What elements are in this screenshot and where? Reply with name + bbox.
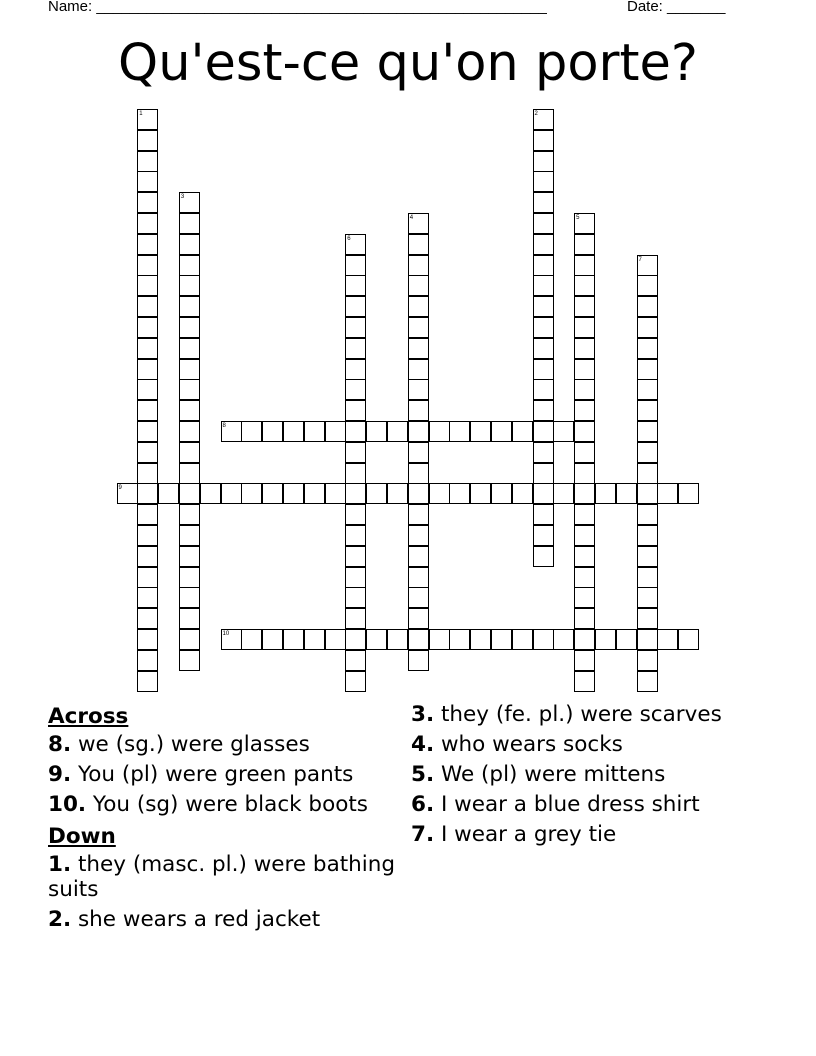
grid-cell[interactable]	[637, 650, 658, 671]
grid-cell[interactable]	[137, 338, 158, 359]
grid-cell[interactable]	[179, 546, 200, 567]
grid-cell[interactable]	[574, 421, 595, 442]
grid-cell[interactable]	[345, 421, 366, 442]
grid-cell[interactable]	[533, 442, 554, 463]
grid-cell[interactable]	[221, 483, 242, 504]
grid-cell[interactable]	[345, 359, 366, 380]
grid-cell[interactable]	[574, 629, 595, 650]
grid-cell[interactable]	[179, 359, 200, 380]
grid-cell[interactable]	[533, 504, 554, 525]
grid-cell[interactable]	[574, 213, 595, 234]
puzzle-title: Qu'est-ce qu'on porte?	[118, 34, 698, 93]
grid-cell[interactable]	[179, 504, 200, 525]
grid-cell[interactable]	[283, 629, 304, 650]
grid-cell[interactable]	[533, 109, 554, 130]
grid-cell[interactable]	[616, 629, 637, 650]
grid-cell[interactable]	[137, 151, 158, 172]
grid-cell[interactable]	[345, 379, 366, 400]
grid-cell[interactable]	[408, 608, 429, 629]
grid-cell[interactable]	[387, 483, 408, 504]
grid-cell[interactable]	[512, 421, 533, 442]
grid-cell[interactable]	[366, 483, 387, 504]
grid-cell[interactable]	[408, 296, 429, 317]
grid-cell[interactable]	[262, 483, 283, 504]
grid-cell[interactable]	[533, 255, 554, 276]
grid-cell[interactable]	[345, 463, 366, 484]
grid-cell[interactable]	[345, 525, 366, 546]
clue-down-1: 1. they (masc. pl.) were bathing suits	[48, 852, 396, 902]
across-heading: Across	[48, 704, 129, 729]
grid-cell[interactable]	[637, 629, 658, 650]
grid-cell[interactable]	[179, 421, 200, 442]
date-field[interactable]: Date: _______	[627, 0, 726, 15]
grid-cell[interactable]	[179, 629, 200, 650]
clue-down-2: 2. she wears a red jacket	[48, 907, 321, 932]
grid-cell[interactable]	[574, 650, 595, 671]
grid-cell[interactable]	[533, 483, 554, 504]
grid-cell[interactable]	[137, 567, 158, 588]
grid-cell[interactable]	[387, 421, 408, 442]
grid-cell[interactable]	[595, 629, 616, 650]
grid-cell[interactable]	[595, 483, 616, 504]
clue-number: 10	[222, 631, 230, 637]
grid-cell[interactable]	[345, 629, 366, 650]
grid-cell[interactable]	[408, 650, 429, 671]
grid-cell[interactable]	[304, 483, 325, 504]
grid-cell[interactable]	[179, 296, 200, 317]
grid-cell[interactable]	[533, 359, 554, 380]
grid-cell[interactable]	[179, 275, 200, 296]
clue-number: 8	[222, 423, 226, 429]
grid-cell[interactable]	[137, 463, 158, 484]
grid-cell[interactable]	[637, 442, 658, 463]
grid-cell[interactable]	[179, 483, 200, 504]
grid-cell[interactable]	[366, 421, 387, 442]
grid-cell[interactable]	[325, 421, 346, 442]
grid-cell[interactable]	[553, 483, 574, 504]
grid-cell[interactable]	[179, 379, 200, 400]
grid-cell[interactable]	[283, 483, 304, 504]
grid-cell[interactable]	[179, 192, 200, 213]
grid-cell[interactable]	[345, 275, 366, 296]
grid-cell[interactable]	[408, 379, 429, 400]
grid-cell[interactable]	[179, 400, 200, 421]
name-field[interactable]: Name: ______________________________________________________	[48, 0, 547, 15]
grid-cell[interactable]	[304, 421, 325, 442]
grid-cell[interactable]	[408, 567, 429, 588]
grid-cell[interactable]	[179, 255, 200, 276]
grid-cell[interactable]	[491, 483, 512, 504]
grid-cell[interactable]	[345, 504, 366, 525]
grid-cell[interactable]	[179, 650, 200, 671]
grid-cell[interactable]	[637, 525, 658, 546]
grid-cell[interactable]	[637, 504, 658, 525]
grid-cell[interactable]	[408, 317, 429, 338]
grid-cell[interactable]	[345, 650, 366, 671]
grid-cell[interactable]	[137, 192, 158, 213]
grid-cell[interactable]	[449, 483, 470, 504]
grid-cell[interactable]	[574, 234, 595, 255]
grid-cell[interactable]	[533, 296, 554, 317]
grid-cell[interactable]	[553, 421, 574, 442]
grid-cell[interactable]	[137, 650, 158, 671]
grid-cell[interactable]	[533, 338, 554, 359]
grid-cell[interactable]	[179, 442, 200, 463]
grid-cell[interactable]	[200, 483, 221, 504]
grid-cell[interactable]	[637, 359, 658, 380]
clue-number: 9	[118, 485, 122, 492]
grid-cell[interactable]	[637, 255, 658, 276]
grid-cell[interactable]	[408, 463, 429, 484]
grid-cell[interactable]	[137, 359, 158, 380]
grid-cell[interactable]	[366, 629, 387, 650]
grid-cell[interactable]	[637, 317, 658, 338]
grid-cell[interactable]	[616, 483, 637, 504]
grid-cell[interactable]	[387, 629, 408, 650]
grid-cell[interactable]	[491, 629, 512, 650]
grid-cell[interactable]	[574, 525, 595, 546]
grid-cell[interactable]	[408, 338, 429, 359]
clue-down-7: 7. I wear a grey tie	[411, 822, 617, 847]
grid-cell[interactable]	[533, 546, 554, 567]
grid-cell[interactable]	[345, 338, 366, 359]
grid-cell[interactable]	[574, 338, 595, 359]
grid-cell[interactable]	[574, 275, 595, 296]
grid-cell[interactable]	[179, 608, 200, 629]
grid-cell[interactable]	[345, 608, 366, 629]
clue-down-5: 5. We (pl) were mittens	[411, 762, 666, 787]
grid-cell[interactable]	[345, 400, 366, 421]
grid-cell[interactable]	[241, 483, 262, 504]
grid-cell[interactable]	[408, 525, 429, 546]
grid-cell[interactable]	[137, 379, 158, 400]
grid-cell[interactable]	[637, 546, 658, 567]
grid-cell[interactable]	[345, 442, 366, 463]
grid-cell[interactable]	[408, 421, 429, 442]
grid-cell[interactable]	[137, 546, 158, 567]
clue-down-3: 3. they (fe. pl.) were scarves	[411, 702, 722, 727]
grid-cell[interactable]	[408, 275, 429, 296]
grid-cell[interactable]	[512, 483, 533, 504]
grid-cell[interactable]	[137, 421, 158, 442]
grid-cell[interactable]	[574, 546, 595, 567]
grid-cell[interactable]	[637, 671, 658, 692]
grid-cell[interactable]	[345, 587, 366, 608]
grid-cell[interactable]	[137, 629, 158, 650]
grid-cell[interactable]	[533, 525, 554, 546]
down-heading: Down	[48, 824, 116, 849]
grid-cell[interactable]	[574, 255, 595, 276]
grid-cell[interactable]	[179, 567, 200, 588]
clues-left-column	[48, 702, 403, 937]
grid-cell[interactable]	[637, 338, 658, 359]
grid-cell[interactable]	[262, 629, 283, 650]
grid-cell[interactable]	[179, 213, 200, 234]
clue-across-9: 9. You (pl) were green pants	[48, 762, 354, 787]
grid-cell[interactable]	[137, 213, 158, 234]
grid-cell[interactable]	[574, 587, 595, 608]
grid-cell[interactable]	[533, 421, 554, 442]
grid-cell[interactable]	[179, 338, 200, 359]
grid-cell[interactable]	[533, 130, 554, 151]
grid-cell[interactable]	[429, 483, 450, 504]
grid-cell[interactable]	[449, 421, 470, 442]
grid-cell[interactable]	[574, 504, 595, 525]
clue-number: 5	[576, 215, 580, 221]
grid-cell[interactable]	[345, 483, 366, 504]
grid-cell[interactable]	[657, 629, 678, 650]
grid-cell[interactable]	[533, 234, 554, 255]
grid-cell[interactable]	[470, 629, 491, 650]
clue-number: 4	[409, 215, 414, 221]
clue-number: 6	[347, 235, 351, 242]
grid-cell[interactable]	[325, 629, 346, 650]
grid-cell[interactable]	[408, 587, 429, 608]
grid-cell[interactable]	[241, 629, 262, 650]
grid-cell[interactable]	[678, 629, 699, 650]
grid-cell[interactable]	[221, 629, 242, 650]
grid-cell[interactable]	[137, 442, 158, 463]
grid-cell[interactable]	[325, 483, 346, 504]
grid-cell[interactable]	[574, 400, 595, 421]
grid-cell[interactable]	[345, 567, 366, 588]
grid-cell[interactable]	[429, 629, 450, 650]
grid-cell[interactable]	[137, 587, 158, 608]
grid-cell[interactable]	[678, 483, 699, 504]
grid-cell[interactable]	[158, 483, 179, 504]
grid-cell[interactable]	[408, 546, 429, 567]
grid-cell[interactable]	[408, 400, 429, 421]
grid-cell[interactable]	[137, 275, 158, 296]
grid-cell[interactable]	[408, 234, 429, 255]
grid-cell[interactable]	[449, 629, 470, 650]
grid-cell[interactable]	[533, 379, 554, 400]
grid-cell[interactable]	[408, 504, 429, 525]
grid-cell[interactable]	[512, 629, 533, 650]
grid-cell[interactable]	[470, 483, 491, 504]
grid-cell[interactable]	[491, 421, 512, 442]
clue-across-10: 10. You (sg) were black boots	[48, 792, 369, 817]
grid-cell[interactable]	[345, 546, 366, 567]
grid-cell[interactable]	[283, 421, 304, 442]
clue-number: 2	[534, 111, 538, 117]
grid-cell[interactable]	[137, 525, 158, 546]
grid-cell[interactable]	[408, 359, 429, 380]
grid-cell[interactable]	[137, 504, 158, 525]
grid-cell[interactable]	[137, 296, 158, 317]
grid-cell[interactable]	[345, 296, 366, 317]
grid-cell[interactable]	[637, 275, 658, 296]
grid-cell[interactable]	[137, 608, 158, 629]
grid-cell[interactable]	[533, 317, 554, 338]
grid-cell[interactable]	[345, 255, 366, 276]
grid-cell[interactable]	[137, 109, 158, 130]
grid-cell[interactable]	[137, 317, 158, 338]
grid-cell[interactable]	[221, 421, 242, 442]
clue-number: 7	[638, 256, 642, 263]
grid-cell[interactable]	[637, 608, 658, 629]
grid-cell[interactable]	[574, 296, 595, 317]
grid-cell[interactable]	[637, 379, 658, 400]
grid-cell[interactable]	[657, 483, 678, 504]
grid-cell[interactable]	[408, 629, 429, 650]
grid-cell[interactable]	[470, 421, 491, 442]
grid-cell[interactable]	[179, 525, 200, 546]
grid-cell[interactable]	[637, 483, 658, 504]
grid-cell[interactable]	[137, 234, 158, 255]
grid-cell[interactable]	[345, 671, 366, 692]
clue-number: 3	[180, 194, 185, 201]
grid-cell[interactable]	[637, 296, 658, 317]
grid-cell[interactable]	[574, 567, 595, 588]
grid-cell[interactable]	[637, 587, 658, 608]
clues-right-column	[411, 702, 741, 852]
grid-cell[interactable]	[117, 483, 138, 504]
grid-cell[interactable]	[179, 317, 200, 338]
grid-cell[interactable]	[137, 130, 158, 151]
grid-cell[interactable]	[533, 213, 554, 234]
grid-cell[interactable]	[345, 317, 366, 338]
grid-cell[interactable]	[533, 151, 554, 172]
grid-cell[interactable]	[137, 255, 158, 276]
grid-cell[interactable]	[574, 442, 595, 463]
grid-cell[interactable]	[408, 213, 429, 234]
grid-cell[interactable]	[179, 587, 200, 608]
grid-cell[interactable]	[533, 171, 554, 192]
grid-cell[interactable]	[574, 483, 595, 504]
grid-cell[interactable]	[574, 359, 595, 380]
grid-cell[interactable]	[533, 192, 554, 213]
grid-cell[interactable]	[137, 671, 158, 692]
grid-cell[interactable]	[179, 463, 200, 484]
grid-cell[interactable]	[408, 442, 429, 463]
clue-number: 1	[139, 111, 143, 117]
grid-cell[interactable]	[637, 400, 658, 421]
grid-cell[interactable]	[241, 421, 262, 442]
grid-cell[interactable]	[345, 234, 366, 255]
grid-cell[interactable]	[429, 421, 450, 442]
grid-cell[interactable]	[137, 483, 158, 504]
clue-down-6: 6. I wear a blue dress shirt	[411, 792, 700, 817]
grid-cell[interactable]	[304, 629, 325, 650]
grid-cell[interactable]	[533, 275, 554, 296]
grid-cell[interactable]	[574, 463, 595, 484]
grid-cell[interactable]	[137, 171, 158, 192]
grid-cell[interactable]	[533, 400, 554, 421]
grid-cell[interactable]	[574, 608, 595, 629]
grid-cell[interactable]	[533, 463, 554, 484]
grid-cell[interactable]	[637, 463, 658, 484]
grid-cell[interactable]	[137, 400, 158, 421]
clue-down-4: 4. who wears socks	[411, 732, 623, 757]
grid-cell[interactable]	[574, 671, 595, 692]
grid-cell[interactable]	[179, 234, 200, 255]
grid-cell[interactable]	[533, 629, 554, 650]
clue-across-8: 8. we (sg.) were glasses	[48, 732, 310, 757]
grid-cell[interactable]	[637, 421, 658, 442]
grid-cell[interactable]	[262, 421, 283, 442]
grid-cell[interactable]	[574, 379, 595, 400]
grid-cell[interactable]	[574, 317, 595, 338]
grid-cell[interactable]	[637, 567, 658, 588]
grid-cell[interactable]	[553, 629, 574, 650]
grid-cell[interactable]	[408, 483, 429, 504]
grid-cell[interactable]	[408, 255, 429, 276]
